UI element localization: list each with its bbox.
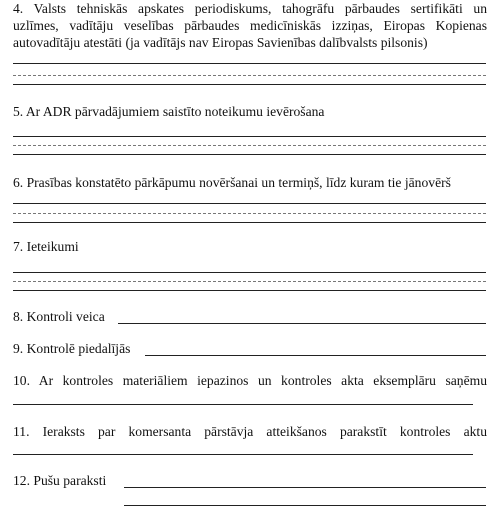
section-12-signature-line-2[interactable] — [124, 505, 486, 506]
section-6-guide-line-1 — [13, 213, 486, 214]
section-4-line-1: 4. Valsts tehniskās apskates periodiskums, tahogrāfu pārbaudes sertifikāti un — [13, 1, 487, 16]
section-4-guide-line-1 — [13, 75, 486, 76]
section-11-label: 11. Ieraksts par komersanta pārstāvja atteikšanos parakstīt kontroles aktu — [13, 424, 487, 439]
section-12-label: 12. Pušu paraksti — [13, 473, 107, 488]
section-7-label: 7. Ieteikumi — [13, 239, 79, 254]
section-10-label: 10. Ar kontroles materiāliem iepazinos un kontroles akta eksemplāru saņēmu — [13, 373, 487, 388]
section-5-guide-line-1 — [13, 145, 486, 146]
section-10-answer-line[interactable] — [13, 404, 473, 405]
section-6-answer-line-1[interactable] — [13, 203, 486, 204]
section-4-answer-line-1[interactable] — [13, 63, 486, 64]
section-5-answer-line-2[interactable] — [13, 154, 486, 155]
section-7-guide-line-1 — [13, 281, 486, 282]
section-11-answer-line[interactable] — [13, 454, 473, 455]
section-6-label: 6. Prasības konstatēto pārkāpumu novēršanai un termiņš, līdz kuram tie jānovērš — [13, 175, 451, 190]
section-12-signature-line-1[interactable] — [124, 487, 486, 488]
section-5-label: 5. Ar ADR pārvadājumiem saistīto noteikumu ievērošana — [13, 104, 325, 119]
section-5-answer-line-1[interactable] — [13, 136, 486, 137]
section-4-answer-line-2[interactable] — [13, 84, 486, 85]
section-7-answer-line-1[interactable] — [13, 272, 486, 273]
section-4-line-2: uzlīmes, vadītāju veselības pārbaudes medicīniskās izziņas, Eiropas Kopienas — [13, 18, 487, 33]
section-6-answer-line-2[interactable] — [13, 222, 486, 223]
section-4-line-3: autovadītāju atestāti (ja vadītājs nav Eiropas Savienības dalībvalsts pilsonis) — [13, 35, 428, 50]
section-9-label: 9. Kontrolē piedalījās — [13, 341, 131, 356]
section-7-answer-line-2[interactable] — [13, 290, 486, 291]
section-8-answer-line[interactable] — [118, 323, 486, 324]
section-8-label: 8. Kontroli veica — [13, 309, 105, 324]
section-9-answer-line[interactable] — [145, 355, 486, 356]
